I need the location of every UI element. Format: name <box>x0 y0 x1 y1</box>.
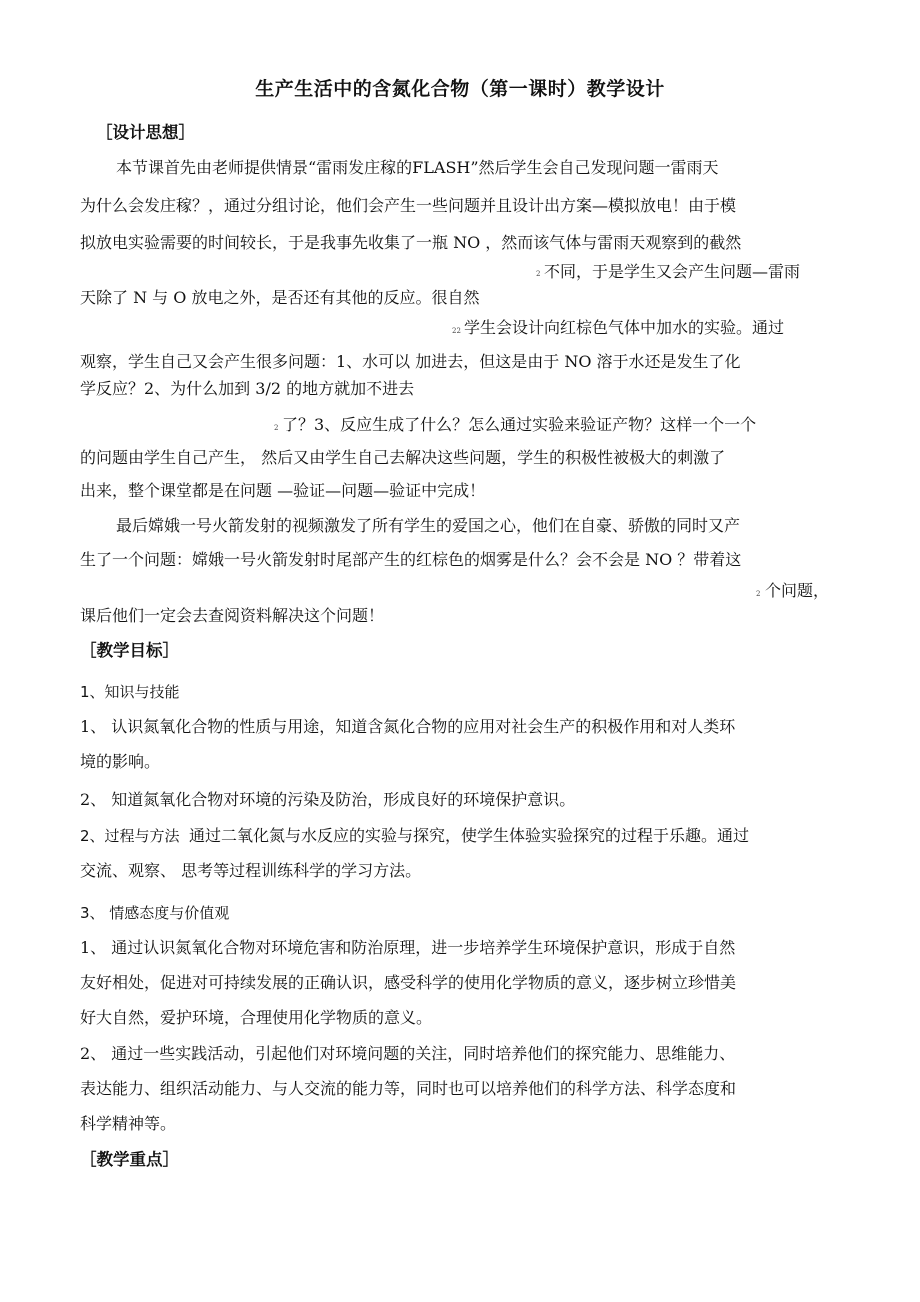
paragraph-line: 课后他们一定会去查阅资料解决这个问题！ <box>80 606 385 625</box>
subsection-title: 1、知识与技能 <box>80 683 180 701</box>
paragraph-line: 学反应？2、为什么加到 3/2 的地方就加不进去 <box>80 379 415 398</box>
paragraph-line: 最后嫦娥一号火箭发射的视频激发了所有学生的爱国之心，他们在自豪、骄傲的同时又产 <box>116 516 741 535</box>
section-heading-design: ［设计思想］ <box>96 123 195 142</box>
paragraph-line: 个问题， <box>765 581 830 600</box>
subsection-title: 3、 情感态度与价值观 <box>80 904 230 922</box>
list-item-line: 2、 通过一些实践活动，引起他们对环境问题的关注，同时培养他们的探究能力、思维能力、 <box>80 1044 736 1063</box>
paragraph-line: 本节课首先由老师提供情景“雷雨发庄稼的FLASH”然后学生会自己发现问题一雷雨天 <box>116 158 719 177</box>
list-item-line: 交流、观察、 思考等过程训练科学的学习方法。 <box>80 861 422 880</box>
section-heading-goals: ［教学目标］ <box>80 641 179 660</box>
list-item-line: 1、 通过认识氮氧化合物对环境危害和防治原理，进一步培养学生环境保护意识，形成于自然 <box>80 938 736 957</box>
list-item-line: 2、 知道氮氧化合物对环境的污染及防治，形成良好的环境保护意识。 <box>80 790 576 809</box>
paragraph-line: 学生会设计向红棕色气体中加水的实验。通过 <box>464 318 785 337</box>
subscript: 2 <box>536 270 541 278</box>
subscript: 2 <box>756 590 761 598</box>
list-item-line: 1、 认识氮氧化合物的性质与用途，知道含氮化合物的应用对社会生产的积极作用和对人类环 <box>80 717 736 736</box>
section-heading-focus: ［教学重点］ <box>80 1150 179 1169</box>
subscript: 22 <box>452 327 461 335</box>
list-item-line: 境的影响。 <box>80 752 161 771</box>
list-item-line: 通过二氧化氮与水反应的实验与探究，使学生体验实验探究的过程于乐趣。通过 <box>189 826 750 845</box>
paragraph-line: 生了一个问题：嫦娥一号火箭发射时尾部产生的红棕色的烟雾是什么？会不会是 NO ？带着这 <box>80 550 742 569</box>
paragraph-line: 天除了 N 与 O 放电之外，是否还有其他的反应。很自然 <box>80 288 480 307</box>
paragraph-line: 为什么会发庄稼？，通过分组讨论，他们会产生一些问题并且设计出方案—模拟放电！由于模 <box>80 196 737 215</box>
paragraph-line: 不同，于是学生又会产生问题—雷雨 <box>544 262 801 281</box>
page-title: 生产生活中的含氮化合物（第一课时）教学设计 <box>255 78 665 100</box>
paragraph-line: 拟放电实验需要的时间较长，于是我事先收集了一瓶 NO ，然而该气体与雷雨天观察到的截然 <box>80 233 742 252</box>
list-item-line: 表达能力、组织活动能力、与人交流的能力等，同时也可以培养他们的科学方法、科学态度和 <box>80 1079 737 1098</box>
paragraph-line: 出来，整个课堂都是在问题 —验证—问题—验证中完成！ <box>80 481 486 500</box>
paragraph-line: 观察，学生自己又会产生很多问题：1、水可以 加进去，但这是由于 NO 溶于水还是发生了化 <box>80 352 741 371</box>
list-item-line: 科学精神等。 <box>80 1114 177 1133</box>
subscript: 2 <box>274 424 279 432</box>
paragraph-line: 的问题由学生自己产生， 然后又由学生自己去解决这些问题，学生的积极性被极大的刺激了 <box>80 448 726 467</box>
paragraph-line: 了？3、反应生成了什么？怎么通过实验来验证产物？这样一个一个 <box>282 415 757 434</box>
list-item-line: 好大自然，爱护环境，合理使用化学物质的意义。 <box>80 1008 433 1027</box>
subsection-title: 2、过程与方法 <box>80 827 180 845</box>
list-item-line: 友好相处，促进对可持续发展的正确认识，感受科学的使用化学物质的意义，逐步树立珍惜美 <box>80 973 737 992</box>
